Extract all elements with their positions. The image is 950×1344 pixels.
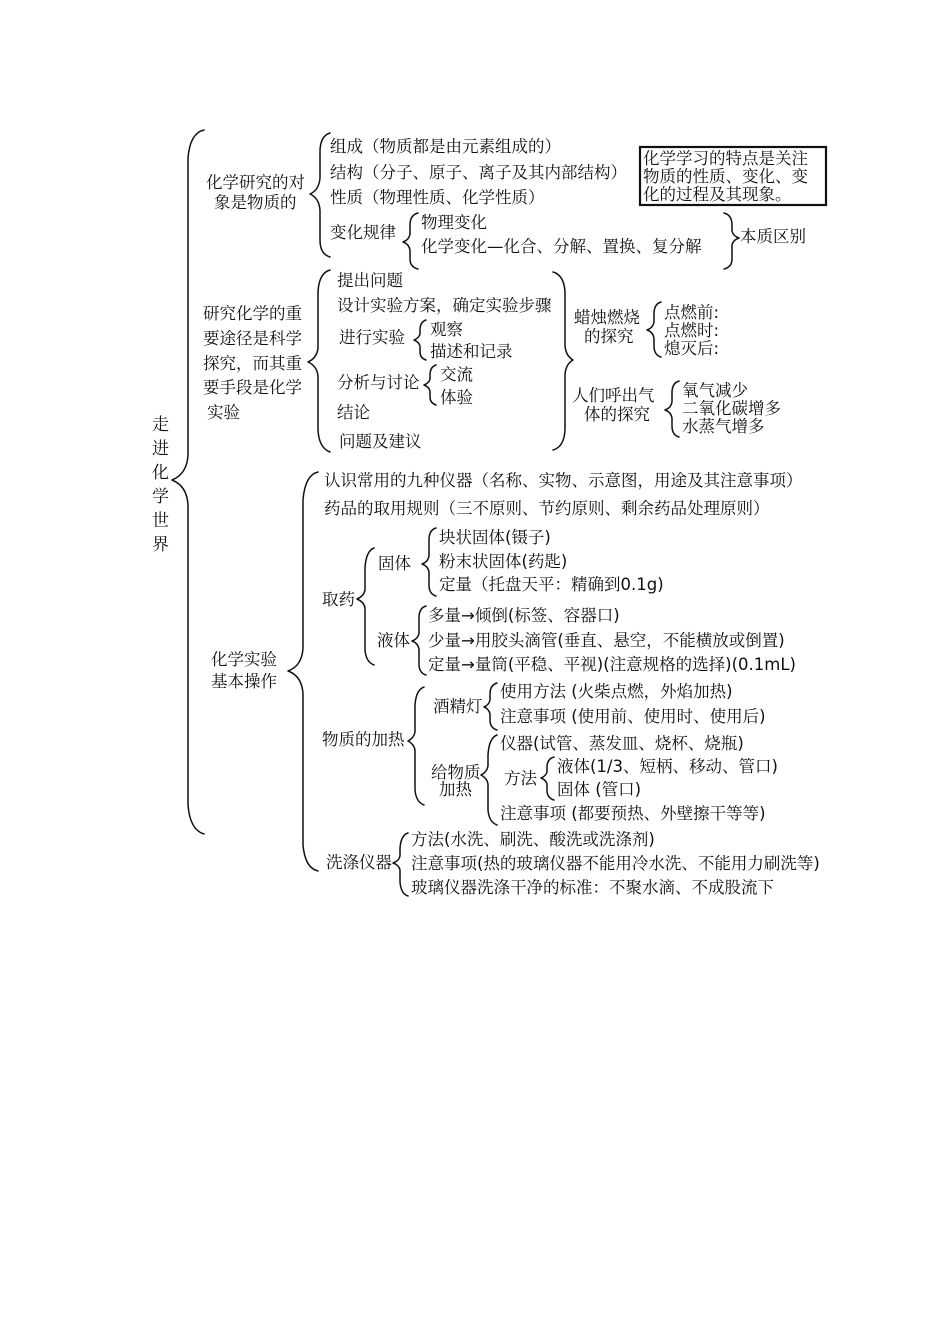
brace-wash xyxy=(393,833,408,896)
step-item: 设计实验方案，确定实验步骤 xyxy=(337,296,552,315)
give-instruments: 仪器(试管、蒸发皿、烧杯、烧瓶) xyxy=(500,734,744,753)
wash-item: 注意事项(热的玻璃仪器不能用冷水洗、不能用力刷洗等) xyxy=(411,854,820,873)
section3-item: 认识常用的九种仪器（名称、实物、示意图，用途及其注意事项） xyxy=(324,471,803,490)
breath-label: 体的探究 xyxy=(584,405,650,424)
breath-item: 二氧化碳增多 xyxy=(682,399,781,418)
brace-section1 xyxy=(310,133,330,257)
candle-item: 熄灭后: xyxy=(664,339,720,358)
brace-breath xyxy=(665,381,679,437)
section1-item: 组成（物质都是由元素组成的） xyxy=(330,137,561,156)
note-text: 化的过程及其现象。 xyxy=(643,185,792,204)
brace-root xyxy=(172,130,204,834)
change-result: 本质区别 xyxy=(740,227,806,246)
brace-candle xyxy=(647,302,661,357)
brace-heat xyxy=(408,687,424,805)
wash-item: 玻璃仪器洗涤干净的标准：不聚水滴、不成股流下 xyxy=(411,878,774,897)
brace-liquid xyxy=(412,606,426,675)
breath-label: 人们呼出气 xyxy=(572,386,655,405)
brace-lamp xyxy=(484,683,497,730)
change-item: 化学变化—化合、分解、置换、复分解 xyxy=(421,237,702,256)
lamp-item: 使用方法 (火柴点燃，外焰加热) xyxy=(500,682,733,701)
section1-item: 结构（分子、原子、离子及其内部结构） xyxy=(330,163,627,182)
root-char: 进 xyxy=(152,439,169,459)
section2-label: 要手段是化学 xyxy=(203,378,302,397)
liquid-item: 定量→量筒(平稳、平视)(注意规格的选择)(0.1mL) xyxy=(428,655,796,674)
heat-label: 物质的加热 xyxy=(322,730,405,749)
root-char: 学 xyxy=(152,487,169,507)
brace-take xyxy=(357,548,374,665)
brace-change xyxy=(403,213,418,269)
section1-item: 性质（物理性质、化学性质） xyxy=(330,188,545,207)
brace-section2 xyxy=(308,270,330,452)
section2 xyxy=(203,271,781,451)
liquid-label: 液体 xyxy=(377,631,410,650)
lamp-item: 注意事项 (使用前、使用时、使用后) xyxy=(500,707,766,726)
method-item: 固体 (管口) xyxy=(557,780,642,799)
lamp-label: 酒精灯 xyxy=(433,697,483,716)
note-text: 物质的性质、变化、变 xyxy=(643,167,808,186)
solid-item: 粉末状固体(药匙) xyxy=(439,552,568,571)
give-note: 注意事项 (都要预热、外壁擦干等等) xyxy=(500,804,766,823)
section1 xyxy=(206,137,809,256)
candle-label: 蜡烛燃烧 xyxy=(574,308,640,327)
section2-label: 研究化学的重 xyxy=(203,304,302,323)
section2-label: 探究，而其重 xyxy=(203,354,302,373)
root-char: 化 xyxy=(152,463,169,483)
breath-item: 氧气减少 xyxy=(682,381,748,400)
solid-item: 块状固体(镊子) xyxy=(439,528,551,547)
candle-item: 点燃时: xyxy=(664,321,720,340)
brace-discuss xyxy=(424,365,436,405)
step-item: 分析与讨论 xyxy=(337,373,420,392)
section2-label: 实验 xyxy=(207,403,240,422)
section1-item: 变化规律 xyxy=(330,223,396,242)
step-subitem: 交流 xyxy=(440,365,473,384)
candle-item: 点燃前: xyxy=(664,303,720,322)
wash-item: 方法(水洗、刷洗、酸洗或洗涤剂) xyxy=(411,830,655,849)
breath-item: 水蒸气增多 xyxy=(682,417,765,436)
root-char: 世 xyxy=(152,511,169,531)
step-subitem: 描述和记录 xyxy=(430,342,513,361)
brace-change-result xyxy=(724,213,739,269)
section3-label: 化学实验 xyxy=(211,650,277,669)
brace-section3 xyxy=(288,472,318,871)
give-label: 给物质 xyxy=(431,763,481,782)
section1-label: 象是物质的 xyxy=(214,193,297,212)
brace-steps-right xyxy=(553,272,573,450)
brace-solid xyxy=(422,528,436,596)
method-item: 液体(1/3、短柄、移动、管口) xyxy=(557,757,778,776)
step-item: 提出问题 xyxy=(337,271,403,290)
step-item: 进行实验 xyxy=(339,328,405,347)
root-title xyxy=(152,415,169,555)
step-subitem: 观察 xyxy=(430,320,463,339)
root-char: 界 xyxy=(152,535,169,555)
section2-label: 要途径是科学 xyxy=(203,329,302,348)
give-label: 加热 xyxy=(439,780,472,799)
brace-method xyxy=(541,757,554,800)
candle-label: 的探究 xyxy=(584,327,634,346)
brace-observe xyxy=(414,320,426,360)
liquid-item: 多量→倾倒(标签、容器口) xyxy=(428,606,620,625)
solid-label: 固体 xyxy=(378,554,411,573)
step-subitem: 体验 xyxy=(440,388,473,407)
section3-item: 药品的取用规则（三不原则、节约原则、剩余药品处理原则） xyxy=(324,499,770,518)
liquid-item: 少量→用胶头滴管(垂直、悬空，不能横放或倒置) xyxy=(428,631,785,650)
root-char: 走 xyxy=(152,415,169,435)
take-label: 取药 xyxy=(322,590,355,609)
method-label: 方法 xyxy=(504,769,537,788)
solid-item: 定量（托盘天平：精确到0.1g) xyxy=(439,575,664,594)
brace-give xyxy=(481,735,497,825)
change-item: 物理变化 xyxy=(421,213,487,232)
note-text: 化学学习的特点是关注 xyxy=(643,149,808,168)
step-item: 问题及建议 xyxy=(339,432,422,451)
wash-label: 洗涤仪器 xyxy=(326,853,392,872)
step-item: 结论 xyxy=(337,403,370,422)
section1-label: 化学研究的对 xyxy=(206,173,305,192)
section3-label: 基本操作 xyxy=(211,672,277,691)
